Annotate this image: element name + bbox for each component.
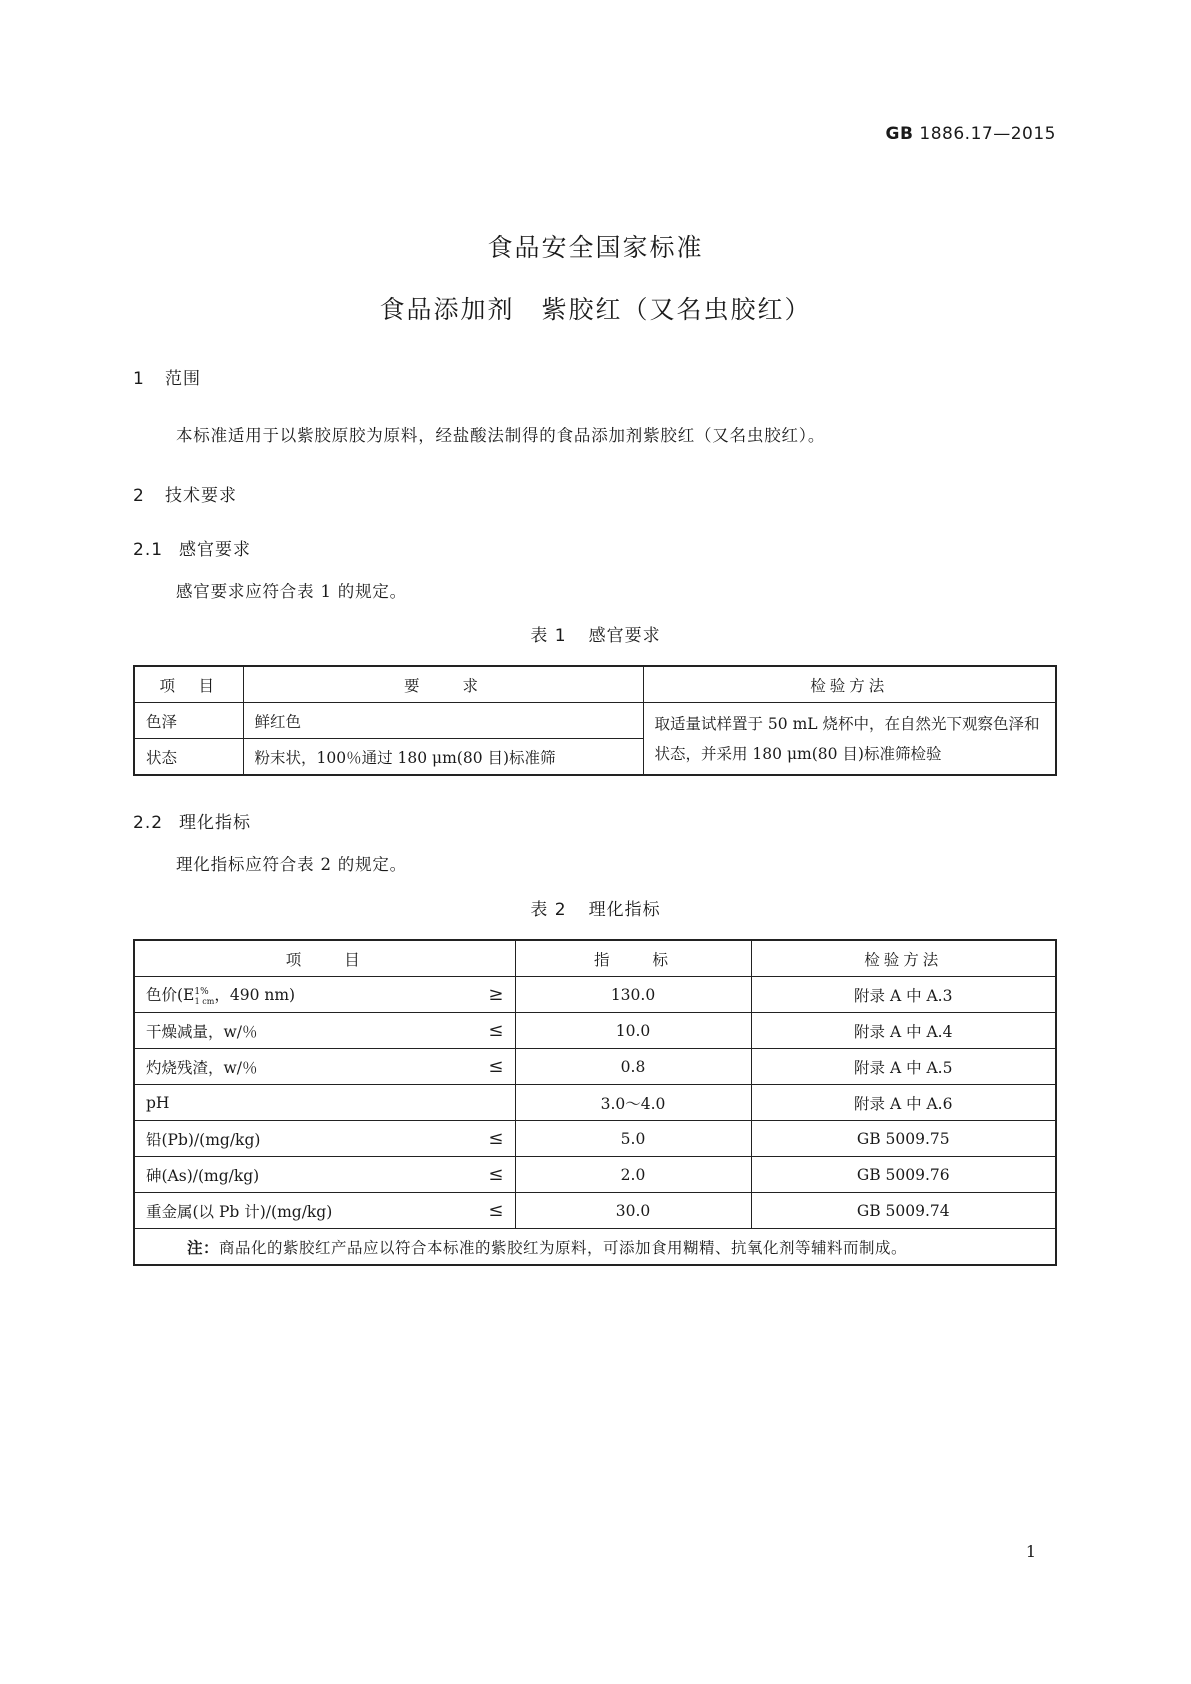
section-number: 2 [133,486,145,506]
value-cell: 10.0 [515,1013,751,1049]
item-label: pH [146,1093,170,1112]
method-cell: 附录 A 中 A.5 [751,1049,1056,1085]
method-cell: GB 5009.75 [751,1121,1056,1157]
section-2-1-body: 感官要求应符合表 1 的规定。 [176,582,407,601]
table-row [134,1157,1056,1193]
item-label: 铅(Pb)/(mg/kg) [146,1130,261,1149]
column-header: 项 目 [134,940,515,977]
section-title: 范围 [165,369,201,389]
section-number: 2.2 [133,813,164,833]
caption-number: 表 1 [530,626,567,646]
caption-title: 感官要求 [588,626,661,646]
document-title: 食品安全国家标准 [487,233,704,262]
method-cell: GB 5009.74 [751,1193,1056,1229]
value-cell: 30.0 [515,1193,751,1229]
section-number: 2.1 [133,540,164,560]
section-title: 技术要求 [165,486,237,506]
item-cell: 色泽 [134,703,243,739]
section-1-heading [133,364,201,389]
section-2-heading [133,481,237,506]
column-header: 指 标 [515,940,751,977]
table-header-row [134,666,1056,703]
document-subtitle: 食品添加剂 紫胶红（又名虫胶红） [379,295,812,324]
item-label: 砷(As)/(mg/kg) [146,1166,260,1185]
table-note-row [134,1229,1056,1266]
section-2-1-heading [133,535,251,560]
section-title: 感官要求 [179,540,251,560]
table-row [134,977,1056,1013]
table-row [134,703,1056,739]
item-cell [134,1193,515,1229]
page-number: 1 [1025,1542,1036,1561]
item-cell: 状态 [134,739,243,776]
item-label: 重金属(以 Pb 计)/(mg/kg) [146,1202,333,1221]
item-label: 色价($E^{1\%}_{1 cm}$，490 nm) [146,985,296,1007]
note-label: 注： [187,1238,220,1257]
comparison-symbol: ≤ [488,1164,504,1185]
section-2-2-heading [133,808,251,833]
value-cell: 130.0 [515,977,751,1013]
table-header-row [134,940,1056,977]
column-header: 检验方法 [643,666,1056,703]
physicochemical-indicators-table [133,939,1057,1266]
method-cell: 附录 A 中 A.4 [751,1013,1056,1049]
item-cell [134,1121,515,1157]
comparison-symbol: ≤ [488,1200,504,1221]
section-2-2-body: 理化指标应符合表 2 的规定。 [176,855,407,874]
value-cell: 5.0 [515,1121,751,1157]
comparison-symbol: ≤ [488,1128,504,1149]
requirement-cell: 粉末状，100％通过 180 μm(80 目)标准筛 [243,739,643,776]
item-cell [134,1013,515,1049]
section-title: 理化指标 [179,813,251,833]
table-row [134,1013,1056,1049]
table-2-caption [0,895,1191,920]
item-cell [134,1157,515,1193]
item-cell [134,1049,515,1085]
section-number: 1 [133,369,145,389]
note-text: 商品化的紫胶红产品应以符合本标准的紫胶红为原料，可添加食用糊精、抗氧化剂等辅料而制成。 [219,1238,908,1257]
sensory-requirements-table [133,665,1057,776]
column-header: 要 求 [243,666,643,703]
table-row [134,1049,1056,1085]
comparison-symbol: ≥ [488,984,504,1005]
method-cell: GB 5009.76 [751,1157,1056,1193]
standard-code [886,124,1057,144]
column-header: 项 目 [134,666,243,703]
value-cell: 3.0～4.0 [515,1085,751,1121]
method-cell: 附录 A 中 A.6 [751,1085,1056,1121]
table-row [134,1121,1056,1157]
table-1-caption [0,621,1191,646]
item-cell [134,1085,515,1121]
table-row [134,1193,1056,1229]
caption-title: 理化指标 [588,900,661,920]
table-row [134,1085,1056,1121]
section-1-body: 本标准适用于以紫胶原胶为原料，经盐酸法制得的食品添加剂紫胶红（又名虫胶红）。 [176,426,826,445]
method-cell: 附录 A 中 A.3 [751,977,1056,1013]
table-note [134,1229,1056,1266]
value-cell: 2.0 [515,1157,751,1193]
item-label: 灼烧残渣，w/％ [146,1058,258,1077]
item-cell [134,977,515,1013]
item-label: 干燥减量，w/％ [146,1022,258,1041]
standard-number: 1886.17—2015 [919,124,1056,144]
requirement-cell: 鲜红色 [243,703,643,739]
comparison-symbol: ≤ [488,1020,504,1041]
comparison-symbol: ≤ [488,1056,504,1077]
value-cell: 0.8 [515,1049,751,1085]
method-cell: 取适量试样置于 50 mL 烧杯中，在自然光下观察色泽和状态，并采用 180 μm(80 目)标准筛检验 [643,703,1056,776]
standard-prefix: GB [885,124,914,144]
caption-number: 表 2 [530,900,567,920]
column-header: 检验方法 [751,940,1056,977]
